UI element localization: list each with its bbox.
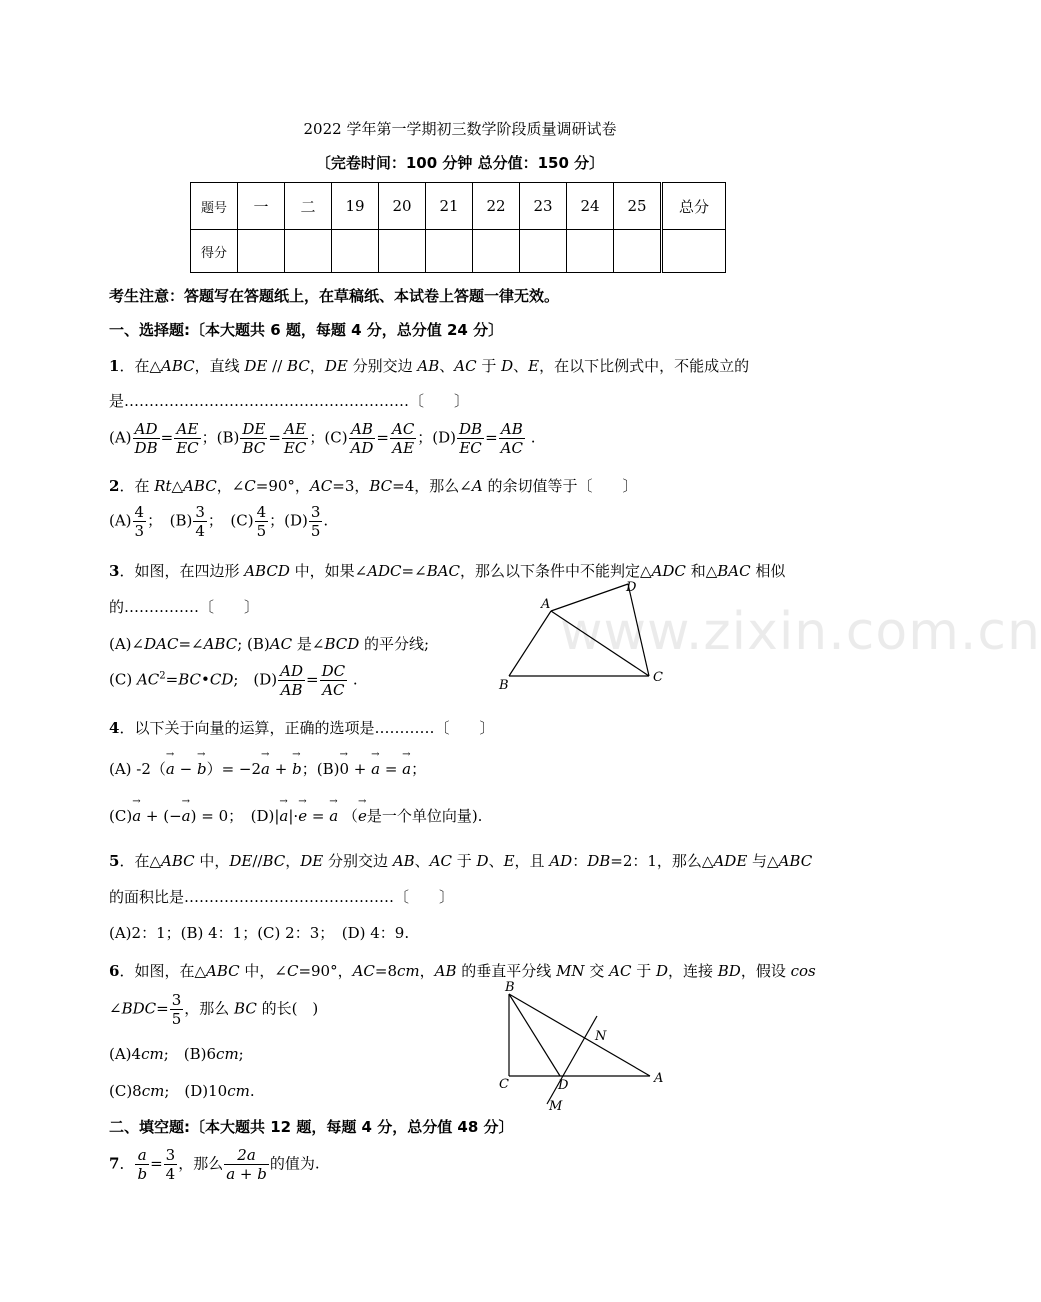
score-col: 二 <box>285 183 332 230</box>
score-cell <box>426 230 473 273</box>
score-col: 23 <box>520 183 567 230</box>
score-col: 一 <box>238 183 285 230</box>
question-2-options: (A) $\frac{4}{3}$ ； (B) $\frac{3}{4}$ ； (C) $\frac{4}{5}$ ；(D) $\frac{3}{5}$ . <box>109 503 329 540</box>
watermark: www.zixin.com.cn <box>560 602 1041 662</box>
score-col: 24 <box>567 183 614 230</box>
fig1-label-b: B <box>499 678 509 693</box>
fig2-label-a: A <box>654 1071 664 1086</box>
score-cell-total <box>662 230 726 273</box>
question-2: 2．在 Rt△ABC，∠C=90°，AC=3，BC=4，那么∠A 的余切值等于〔 〕 <box>109 477 638 495</box>
question-5-line-2: 的面积比是……………………………………〔 〕 <box>109 888 455 906</box>
segment-ba <box>509 994 650 1076</box>
exam-notice: 考生注意：答题写在答题纸上，在草稿纸、本试卷上答题一律无效。 <box>109 287 560 305</box>
question-1-options: (A) $\frac{AD}{DB}$ = $\frac{AE}{EC}$ ；(B) $\frac{DE}{BC}$ = $\frac{AE}{EC}$ ；(C) $\frac{AB}{AD}$ = $\frac{AC}{AE}$ ；(D) $\frac{DB}{EC}$ = $\frac{AB}{AC}$ . <box>109 420 536 457</box>
question-6-options-ab: (A)4cm; (B)6cm; <box>109 1045 244 1063</box>
segment-bd <box>509 994 560 1076</box>
question-5-options: (A)2：1；(B) 4：1；(C) 2：3； (D) 4：9. <box>109 924 410 942</box>
fig2-label-b: B <box>505 980 515 995</box>
score-table <box>190 182 726 273</box>
question-5-line-1: 5．在△ABC 中，DE//BC，DE 分别交边 AB、AC 于 D、E，且 AD：DB=2：1，那么△ADE 与△ABC <box>109 852 813 870</box>
score-col: 21 <box>426 183 473 230</box>
question-1-line-1: 1．在△ABC，直线 DE // BC，DE 分别交边 AB、AC 于 D、E，在以下比例式中，不能成立的 <box>109 357 750 375</box>
score-col: 19 <box>332 183 379 230</box>
fig1-label-c: C <box>653 670 663 685</box>
line-mn <box>547 1016 597 1104</box>
question-4-options-ab: (A) -2（→ a − → b）= −2→ a + → b；(B)→ 0 + → a = → a； <box>109 758 426 779</box>
question-4-options-cd: (C)→ a + (−→ a) = 0； (D)|→ a|·→ e = → a （→ e是一个单位向量). <box>109 805 482 826</box>
exam-subtitle: 〔完卷时间：100 分钟 总分值：150 分〕 <box>315 154 605 172</box>
score-cell <box>379 230 426 273</box>
fig2-label-m: M <box>549 1099 563 1114</box>
score-col: 20 <box>379 183 426 230</box>
question-1-line-2: 是…………………………………………………〔 〕 <box>109 392 470 410</box>
question-3-line-1: 3．如图，在四边形 ABCD 中，如果∠ADC=∠BAC，那么以下条件中不能判定△ADC 和△BAC 相似 <box>109 562 786 580</box>
question-3-options-ab: (A)∠DAC=∠ABC; (B)AC 是∠BCD 的平分线; <box>109 635 430 653</box>
figure-triangle-abc <box>495 978 675 1114</box>
score-cell <box>332 230 379 273</box>
fig1-label-a: A <box>541 597 551 612</box>
score-col: 25 <box>614 183 662 230</box>
score-row-label: 得分 <box>191 230 238 273</box>
question-4: 4．以下关于向量的运算，正确的选项是…………〔 〕 <box>109 719 495 737</box>
question-6-line-2: ∠BDC= $\frac{3}{5}$ ，那么 BC 的长( ) <box>109 991 319 1028</box>
score-cell <box>567 230 614 273</box>
section-1-heading: 一、选择题:〔本大题共 6 题，每题 4 分，总分值 24 分〕 <box>109 321 504 339</box>
fig2-label-c: C <box>499 1077 509 1092</box>
score-total-label: 总分 <box>662 183 726 230</box>
question-3-options-cd: (C) $AC^2=BC•CD$; (D) $\frac{AD}{AB}$ = $\frac{DC}{AC}$ . <box>109 662 358 699</box>
score-col: 22 <box>473 183 520 230</box>
question-7: 7． $\frac{a}{b}$ = $\frac{3}{4}$ ，那么 $\frac{2a}{a + b}$ 的值为. <box>109 1146 320 1183</box>
fig2-label-d: D <box>558 1078 569 1093</box>
question-3-line-2: 的……………〔 〕 <box>109 598 260 616</box>
score-cell <box>238 230 285 273</box>
question-6-line-1: 6．如图，在△ABC 中，∠C=90°，AC=8cm，AB 的垂直平分线 MN 交 AC 于 D，连接 BD，假设 cos <box>109 962 816 980</box>
exam-title: 2022 学年第一学期初三数学阶段质量调研试卷 <box>303 120 617 138</box>
section-2-heading: 二、填空题:〔本大题共 12 题，每题 4 分，总分值 48 分〕 <box>109 1118 514 1136</box>
score-cell <box>473 230 520 273</box>
question-6-options-cd: (C)8cm; (D)10cm. <box>109 1082 255 1100</box>
fig2-label-n: N <box>595 1029 607 1044</box>
fig1-label-d: D <box>626 580 637 595</box>
score-cell <box>285 230 332 273</box>
score-cell <box>520 230 567 273</box>
score-row-label: 题号 <box>191 183 238 230</box>
segment-ab <box>509 611 551 676</box>
score-cell <box>614 230 662 273</box>
